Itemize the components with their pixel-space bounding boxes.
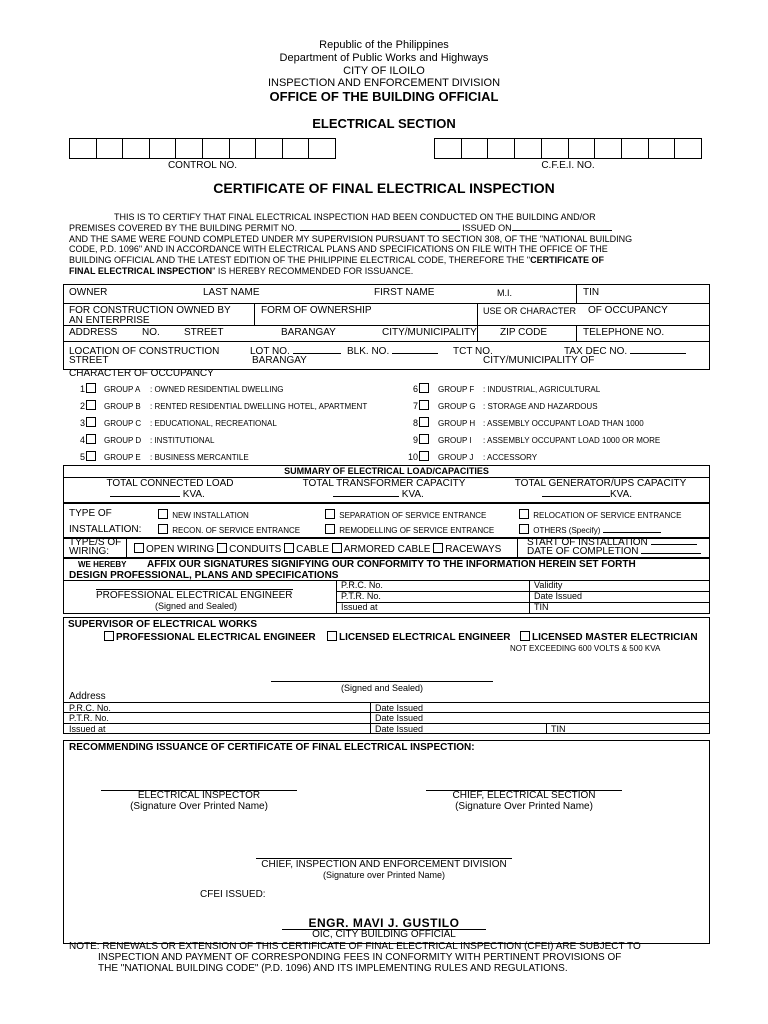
occupancy-checkbox[interactable]	[419, 417, 429, 427]
occupancy-group: GROUP C	[104, 419, 142, 428]
occupancy-checkbox[interactable]	[86, 434, 96, 444]
occupancy-number: 6	[412, 384, 418, 394]
address-no-label: NO.	[142, 327, 160, 338]
transformer-label: TOTAL TRANSFORMER CAPACITY	[302, 478, 466, 489]
design-date-issued-label: Date Issued	[534, 591, 583, 601]
type-of-label: TYPE OF	[69, 508, 112, 519]
occupancy-desc: : ASSEMBLY OCCUPANT LOAD THAN 1000	[483, 419, 644, 428]
occupancy-desc: : STORAGE AND HAZARDOUS	[483, 402, 598, 411]
occupancy-desc: : ACCESSORY	[483, 453, 538, 462]
separation-option[interactable]: SEPARATION OF SERVICE ENTRANCE	[325, 509, 486, 520]
occupancy-number: 7	[412, 401, 418, 411]
relocation-checkbox[interactable]	[519, 509, 529, 519]
start-installation-label: START OF INSTALLATION	[527, 537, 697, 548]
occupancy-number: 9	[412, 435, 418, 445]
occupancy-group: GROUP J	[438, 453, 474, 462]
occupancy-number: 4	[79, 435, 85, 445]
cfei-no-label: C.F.E.I. NO.	[541, 160, 595, 171]
connected-load-kva: KVA.	[110, 489, 205, 500]
occupancy-number: 10	[407, 452, 418, 462]
address-label: ADDRESS	[69, 327, 118, 338]
occupancy-checkbox[interactable]	[86, 383, 96, 393]
recommending-title: RECOMMENDING ISSUANCE OF CERTIFICATE OF FINAL ELECTRICAL INSPECTION:	[69, 742, 475, 753]
open-wiring-checkbox[interactable]	[134, 543, 144, 553]
official-title: OIC, CITY BUILDING OFFICIAL	[312, 929, 456, 940]
design-signed-sealed: (Signed and Sealed)	[154, 601, 238, 611]
supervisor-title: SUPERVISOR OF ELECTRICAL WORKS	[68, 619, 258, 630]
occupancy-group: GROUP B	[104, 402, 141, 411]
occupancy-group: GROUP A	[104, 385, 141, 394]
for-construction-label: FOR CONSTRUCTION OWNED BY	[69, 305, 231, 316]
wiring-label: WIRING:	[69, 546, 109, 557]
occupancy-group: GROUP G	[438, 402, 476, 411]
first-name-label: FIRST NAME	[374, 287, 435, 298]
supervisor-date-issued-2: Date Issued	[375, 713, 424, 723]
separation-checkbox[interactable]	[325, 509, 335, 519]
tin-label: TIN	[583, 287, 600, 298]
occupancy-checkbox[interactable]	[419, 383, 429, 393]
certificate-title: CERTIFICATE OF FINAL ELECTRICAL INSPECTION	[213, 180, 555, 196]
note-line-3: THE "NATIONAL BUILDING CODE" (P.D. 1096) AND ITS IMPLEMENTING RULES AND REGULATIONS.	[98, 963, 568, 974]
occupancy-group-j[interactable]	[395, 451, 537, 462]
supervisor-pee-checkbox[interactable]	[104, 631, 114, 641]
occupancy-group: GROUP F	[438, 385, 475, 394]
mi-label: M.I.	[497, 288, 512, 298]
occupancy-group-d[interactable]	[72, 434, 214, 445]
recon-option[interactable]: RECON. OF SERVICE ENTRANCE	[158, 524, 300, 535]
cfei-issued-label: CFEI ISSUED:	[200, 889, 266, 900]
blk-no-label: BLK. NO.	[347, 346, 438, 357]
supervisor-lme-option[interactable]: LICENSED MASTER ELECTRICIAN	[520, 631, 698, 643]
others-checkbox[interactable]	[519, 524, 529, 534]
supervisor-tin-label: TIN	[551, 724, 566, 734]
supervisor-lee-checkbox[interactable]	[327, 631, 337, 641]
cfei-no-boxes[interactable]	[434, 138, 702, 159]
inspector-sig-note: (Signature Over Printed Name)	[130, 801, 268, 812]
occupancy-checkbox[interactable]	[419, 400, 429, 410]
occupancy-group-g[interactable]	[395, 400, 598, 411]
occupancy-number: 2	[79, 401, 85, 411]
chief-section-sig-note: (Signature Over Printed Name)	[455, 801, 593, 812]
occupancy-group: GROUP D	[104, 436, 142, 445]
note-line-1: NOTE: RENEWALS OR EXTENSION OF THIS CERTIFICATE OF FINAL ELECTRICAL INSPECTION (CFEI) ARE SUBJECT TO	[69, 941, 641, 952]
use-character-label: USE OR CHARACTER	[483, 306, 577, 316]
zip-code-label: ZIP CODE	[500, 327, 548, 338]
design-validity-label: Validity	[534, 580, 563, 590]
note-line-2: INSPECTION AND PAYMENT OF CORRESPONDING FEES IN CONFORMITY WITH PERTINENT PROVISIONS OF	[98, 952, 622, 963]
design-issued-at-label: Issued at	[341, 602, 378, 612]
header-section: ELECTRICAL SECTION	[312, 116, 456, 131]
remodel-option[interactable]: REMODELLING OF SERVICE ENTRANCE	[325, 524, 494, 535]
tct-no-label: TCT NO.	[453, 346, 493, 357]
design-tin-label: TIN	[534, 602, 549, 612]
design-ptr-label: P.T.R. No.	[341, 591, 381, 601]
occupancy-checkbox[interactable]	[86, 400, 96, 410]
affix-statement: AFFIX OUR SIGNATURES SIGNIFYING OUR CONFORMITY TO THE INFORMATION HEREIN SET FORTH	[147, 559, 636, 570]
address-city-label: CITY/MUNICIPALITY	[382, 327, 477, 338]
raceways-checkbox[interactable]	[433, 543, 443, 553]
supervisor-date-issued-1: Date Issued	[375, 703, 424, 713]
summary-title: SUMMARY OF ELECTRICAL LOAD/CAPACITIES	[284, 466, 489, 476]
occupancy-group-i[interactable]	[395, 434, 660, 445]
generator-label: TOTAL GENERATOR/UPS CAPACITY	[514, 478, 687, 489]
occupancy-group-b[interactable]	[72, 400, 367, 411]
telephone-label: TELEPHONE NO.	[583, 327, 665, 338]
conduits-option[interactable]: CONDUITS	[217, 544, 281, 555]
occupancy-group-c[interactable]	[72, 417, 277, 428]
occupancy-number: 8	[412, 418, 418, 428]
address-barangay-label: BARANGAY	[281, 327, 336, 338]
owner-label: OWNER	[69, 287, 108, 298]
intro-line-2: PREMISES COVERED BY THE BUILDING PERMIT NO. ISSUED ON	[69, 223, 612, 233]
occupancy-number: 1	[79, 384, 85, 394]
installation-label: INSTALLATION:	[69, 524, 142, 535]
others-option[interactable]: OTHERS (Specify)	[519, 524, 661, 535]
intro-line-6: FINAL ELECTRICAL INSPECTION" IS HEREBY RECOMMENDED FOR ISSUANCE.	[69, 266, 414, 276]
occupancy-desc: : RENTED RESIDENTIAL DWELLING HOTEL, APARTMENT	[150, 402, 368, 411]
of-occupancy-label: OF OCCUPANCY	[588, 305, 668, 316]
open-wiring-option[interactable]: OPEN WIRING	[134, 544, 214, 555]
occupancy-group-a[interactable]	[72, 383, 284, 394]
occupancy-group: GROUP H	[438, 419, 476, 428]
supervisor-date-issued-3: Date Issued	[375, 724, 424, 734]
chief-section-label: CHIEF, ELECTRICAL SECTION	[452, 790, 596, 801]
new-installation-checkbox[interactable]	[158, 509, 168, 519]
remodel-checkbox[interactable]	[325, 524, 335, 534]
header-city: CITY OF ILOILO	[343, 65, 425, 77]
design-professional-title: DESIGN PROFESSIONAL, PLANS AND SPECIFICATIONS	[69, 570, 339, 581]
tax-dec-label: TAX DEC NO.	[564, 346, 686, 357]
supervisor-lee-option[interactable]: LICENSED ELECTRICAL ENGINEER	[327, 631, 511, 643]
recommending-section	[63, 740, 710, 944]
supervisor-signed-sealed: (Signed and Sealed)	[340, 683, 424, 693]
occupancy-group-f[interactable]	[395, 383, 600, 394]
supervisor-ptr-label: P.T.R. No.	[69, 713, 109, 723]
intro-line-5: BUILDING OFFICIAL AND THE LATEST EDITION OF THE PHILIPPINE ELECTRICAL CODE, THEREFORE THE "CERTIFICATE OF	[69, 255, 604, 265]
lot-no-label: LOT NO.	[250, 346, 341, 357]
header-dpwh: Department of Public Works and Highways	[279, 52, 489, 64]
cable-option[interactable]: CABLE	[284, 544, 329, 555]
last-name-label: LAST NAME	[203, 287, 260, 298]
we-hereby-label: WE HEREBY	[78, 560, 127, 569]
occupancy-desc: : OWNED RESIDENTIAL DWELLING	[150, 385, 284, 394]
design-prc-label: P.R.C. No.	[341, 580, 383, 590]
occupancy-group-e[interactable]	[72, 451, 249, 462]
new-installation-option[interactable]: NEW INSTALLATION	[158, 509, 249, 520]
relocation-option[interactable]: RELOCATION OF SERVICE ENTRANCE	[519, 509, 681, 520]
armored-cable-option[interactable]: ARMORED CABLE	[332, 544, 431, 555]
supervisor-lme-checkbox[interactable]	[520, 631, 530, 641]
occupancy-group: GROUP I	[438, 436, 472, 445]
permit-no-field[interactable]	[300, 230, 460, 231]
conduits-checkbox[interactable]	[217, 543, 227, 553]
location-street-label: STREET	[69, 355, 109, 366]
occupancy-desc: : BUSINESS MERCANTILE	[150, 453, 249, 462]
others-specify-field[interactable]	[603, 532, 661, 533]
control-no-label: CONTROL NO.	[167, 160, 238, 171]
supervisor-pee-option[interactable]: PROFESSIONAL ELECTRICAL ENGINEER	[104, 631, 316, 643]
armored-cable-checkbox[interactable]	[332, 543, 342, 553]
wiring-options	[134, 543, 501, 555]
address-street-label: STREET	[184, 327, 224, 338]
location-city-label: CITY/MUNICIPALITY OF	[483, 355, 595, 366]
occupancy-number: 3	[79, 418, 85, 428]
occupancy-desc: : EDUCATIONAL, RECREATIONAL	[150, 419, 277, 428]
occupancy-checkbox[interactable]	[86, 451, 96, 461]
intro-line-3: AND THE SAME WERE FOUND COMPLETED UNDER MY SUPERVISION PURSUANT TO SECTION 308, OF THE "NATIONAL BUILDING	[69, 234, 633, 244]
date-completion-label: DATE OF COMPLETION	[527, 546, 701, 557]
enterprise-label: AN ENTERPRISE	[69, 315, 150, 326]
intro-line-4: CODE, P.D. 1096" AND IN ACCORDANCE WITH ELECTRICAL PLANS AND SPECIFICATIONS ON FILE WITH THE OFFICE OF THE	[69, 244, 608, 254]
header-division: INSPECTION AND ENFORCEMENT DIVISION	[267, 77, 501, 89]
cable-checkbox[interactable]	[284, 543, 294, 553]
header-republic: Republic of the Philippines	[319, 39, 449, 51]
occupancy-checkbox[interactable]	[86, 417, 96, 427]
connected-load-label: TOTAL CONNECTED LOAD	[106, 478, 234, 489]
types-of-label: TYPE/S OF	[69, 537, 122, 548]
official-name: ENGR. MAVI J. GUSTILO	[308, 916, 460, 930]
inspector-label: ELECTRICAL INSPECTOR	[137, 790, 261, 801]
supervisor-prc-label: P.R.C. No.	[69, 703, 111, 713]
not-exceeding-note: NOT EXCEEDING 600 VOLTS & 500 KVA	[510, 644, 661, 653]
intro-line-1: THIS IS TO CERTIFY THAT FINAL ELECTRICAL INSPECTION HAD BEEN CONDUCTED ON THE BUILDING AND/OR	[114, 212, 596, 222]
occupancy-desc: : INSTITUTIONAL	[150, 436, 215, 445]
occupancy-group: GROUP E	[104, 453, 141, 462]
location-barangay-label: BARANGAY	[252, 355, 307, 366]
header-office: OFFICE OF THE BUILDING OFFICIAL	[269, 89, 499, 104]
raceways-option[interactable]: RACEWAYS	[433, 544, 501, 555]
occupancy-checkbox[interactable]	[419, 434, 429, 444]
supervisor-issued-at-label: Issued at	[69, 724, 106, 734]
occupancy-number: 5	[79, 452, 85, 462]
occupancy-desc: : ASSEMBLY OCCUPANT LOAD 1000 OR MORE	[483, 436, 661, 445]
occupancy-title: CHARACTER OF OCCUPANCY	[69, 368, 214, 379]
occupancy-group-h[interactable]	[395, 417, 644, 428]
supervisor-signature-line	[271, 681, 493, 682]
chief-division-label: CHIEF, INSPECTION AND ENFORCEMENT DIVISION	[261, 859, 507, 870]
generator-kva: KVA.	[542, 489, 632, 500]
recon-checkbox[interactable]	[158, 524, 168, 534]
location-label: LOCATION OF CONSTRUCTION	[69, 346, 220, 357]
chief-division-sig-note: (Signature over Printed Name)	[322, 870, 446, 880]
transformer-kva: KVA.	[333, 489, 424, 500]
issued-on-field[interactable]	[512, 230, 612, 231]
occupancy-checkbox[interactable]	[419, 451, 429, 461]
pee-signature-line: PROFESSIONAL ELECTRICAL ENGINEER	[96, 590, 293, 601]
occupancy-desc: : INDUSTRIAL, AGRICULTURAL	[483, 385, 601, 394]
control-no-boxes[interactable]	[69, 138, 336, 159]
supervisor-address-label: Address	[69, 691, 106, 702]
form-ownership-label: FORM OF OWNERSHIP	[261, 305, 372, 316]
